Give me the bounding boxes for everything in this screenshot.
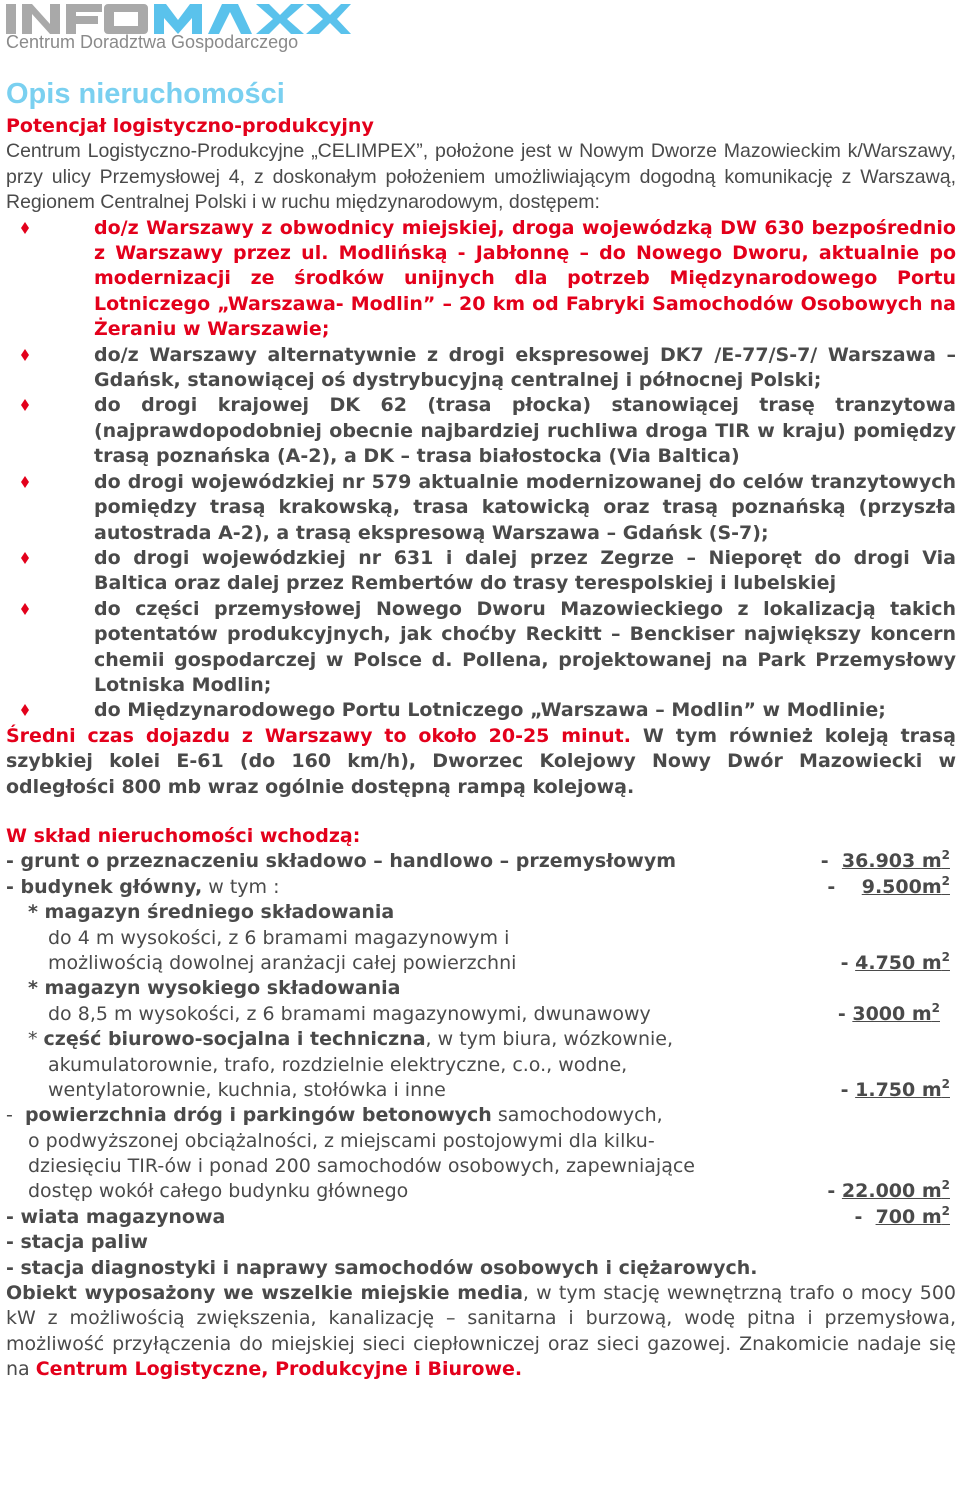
list-item-text: do drogi wojewódzkiej nr 579 aktualnie modernizowanej do celów tranzytowych pomiędzy trasą krakowską, trasa katowicką oraz trasą poznańską (przyszła autostrada A-2), a trasą ekspresową Warszawa – Gdańsk (S-7);: [94, 470, 956, 544]
list-item-text: do Międzynarodowego Portu Lotniczego „Warszawa – Modlin” w Modlinie;: [94, 699, 886, 722]
list-item-text-red-cont: Modlińską - Jabłonnę – do Nowego Dworu, aktualnie po modernizacji ze środków unijnych dla potrzeb Międzynarodowego Portu Lotniczego „Warszawa- Modlin” – 20 km od Fabryki Samochodów Osobowych na Żeraniu w Warszawie;: [94, 242, 956, 341]
diamond-bullet-icon: [21, 349, 29, 361]
page-title: Opis nieruchomości: [6, 78, 285, 110]
magazyn-sredni-line2: możliwością dowolnej aranżacji całej powierzchni - 4.750 $m^2$: [6, 951, 956, 976]
list-item-text: do drogi wojewódzkiej nr 631 i dalej przez Zegrze – Nieporęt do drogi Via Baltica oraz dalej przez Rembertów do trasy terespolskiej i lubelskiej: [94, 546, 956, 595]
biuro-line3: wentylatorownie, kuchnia, stołówka i inne - 1.750 $m^2$: [6, 1078, 956, 1103]
magazyn-wysoki-line1: do 8,5 m wysokości, z 6 bramami magazynowymi, dwunawowy - 3000 $m^2$: [6, 1002, 956, 1027]
commute-rest: W tym również koleją trasą szybkiej kolei E-61 (do 160 km/h), Dworzec Kolejowy Nowy Dwór Mazowiecki w odległości 800 mb wraz ogólnie dostępną rampą kolejową.: [6, 724, 956, 798]
composition-row-budynek: - budynek główny, w tym : - $9.500m^2$: [6, 875, 956, 900]
magazyn-sredni-line1: do 4 m wysokości, z 6 bramami magazynowym i: [48, 926, 510, 949]
list-item: [6, 597, 956, 699]
logo-subtitle: Centrum Doradztwa Gospodarczego: [6, 32, 299, 52]
amount-biuro: - 1.750 $m^2$: [840, 1076, 950, 1101]
commute-paragraph: [6, 724, 956, 800]
list-item-text: do drogi krajowej DK 62 (trasa płocka) stanowiącej trasę tranzytowa (najprawdopodobniej obecnie najbardziej ruchliwa droga TIR w kraju) pomiędzy trasą poznańska (A-2), a DK – trasa białostocka (Via Baltica): [94, 394, 956, 468]
amount-magazyn-wysoki: - 3000 $m^2$: [837, 1000, 940, 1025]
section-title-composition: W skład nieruchomości wchodzą:: [6, 824, 361, 847]
list-item-text: do części przemysłowej Nowego Dworu Mazowieckiego z lokalizacją takich potentatów produkcyjnych, jak choćby Reckitt – Benckiser największy koncern chemii gospodarczej w Polsce d. Pollena, projektowanej na Park Przemysłowy Lotniska Modlin;: [94, 597, 956, 696]
drogi-line4: dostęp wokół całego budynku głównego - 22.000 $m^2$: [6, 1179, 956, 1204]
magazyn-sredni-title: * magazyn średniego składowania: [28, 901, 395, 924]
amount-budynek: - $9.500m^2$: [827, 873, 950, 898]
diamond-bullet-icon: [21, 552, 29, 564]
list-item-text-red: do/z Warszawy z obwodnicy miejskiej, droga wojewódzką DW 630 bezpośrednio z Warszawy przez ul.: [94, 216, 956, 265]
composition-row-stacja-diagnostyki: - stacja diagnostyki i naprawy samochodów osobowych i ciężarowych.: [6, 1256, 758, 1279]
composition-row-stacja-paliw: - stacja paliw: [6, 1231, 148, 1254]
diamond-bullet-icon: [21, 476, 29, 488]
infomaxx-logo: [6, 2, 351, 36]
list-item: [6, 470, 956, 546]
magazyn-wysoki-title: * magazyn wysokiego składowania: [28, 977, 401, 1000]
list-item-text: do/z Warszawy alternatywnie z drogi ekspresowej DK7 /E-77/S-7/ Warszawa – Gdańsk, stanowiącej oś dystrybucyjną centralnej i północnej Polski;: [94, 343, 956, 392]
list-item: [6, 393, 956, 469]
drogi-line3: dziesięciu TIR-ów i ponad 200 samochodów osobowych, zapewniające: [28, 1155, 695, 1178]
biuro-line2: akumulatorownie, trafo, rozdzielnie elektryczne, c.o., wodne,: [48, 1053, 628, 1076]
access-list: [6, 216, 956, 724]
commute-highlight: Średni czas dojazdu z Warszawy to około 20-25 minut.: [6, 724, 631, 747]
list-item: [6, 546, 956, 597]
amount-magazyn-sredni: - 4.750 $m^2$: [840, 949, 950, 974]
drogi-line2: o podwyższonej obciążalności, z miejscami postojowymi dla kilku-: [28, 1129, 655, 1152]
document-body: [6, 76, 956, 1383]
list-item: [6, 698, 956, 723]
biuro-line1: * część biurowo-socjalna i techniczna, w tym biura, wózkownie,: [28, 1028, 674, 1051]
purpose-highlight: Centrum Logistyczne, Produkcyjne i Biurowe.: [35, 1358, 523, 1381]
amount-drogi: - 22.000 $m^2$: [827, 1178, 950, 1203]
page-header: [6, 2, 426, 53]
diamond-bullet-icon: [21, 399, 29, 411]
composition-row-wiata: - wiata magazynowa - 700 $m^2$: [6, 1205, 956, 1230]
amount-grunt: - 36.903 $m^2$: [820, 848, 950, 873]
list-item: [6, 343, 956, 394]
amount-wiata: - 700 $m^2$: [854, 1203, 950, 1228]
diamond-bullet-icon: [21, 222, 29, 234]
drogi-line1: - powierzchnia dróg i parkingów betonowych samochodowych,: [6, 1104, 663, 1127]
diamond-bullet-icon: [21, 603, 29, 615]
diamond-bullet-icon: [21, 704, 29, 716]
composition-row-grunt: - grunt o przeznaczeniu składowo – handlowo – przemysłowym - 36.903 $m^2$: [6, 849, 956, 874]
list-item: [6, 216, 956, 343]
section-title-potential: Potencjał logistyczno-produkcyjny: [6, 115, 374, 137]
intro-paragraph: Centrum Logistyczno-Produkcyjne „CELIMPEX”, położone jest w Nowym Dworze Mazowieckim k/Warszawy, przy ulicy Przemysłowej 4, z doskonałym położeniem umożliwiającym dogodną komunikację z Warszawą, Regionem Centralnej Polski i w ruchu międzynarodowym, dostępem:: [6, 140, 956, 214]
equipment-paragraph: Obiekt wyposażony we wszelkie miejskie media, w tym stację wewnętrzną trafo o mocy 500 kW z możliwością zwiększenia, kanalizację – sanitarna i burzową, wodę pitna i przemysłowa, możliwość przyłączenia do miejskiej sieci ciepłowniczej oraz sieci gazowej. Znakomicie nadaje się na Centrum Logistyczne, Produkcyjne i Biurowe.: [6, 1282, 956, 1381]
